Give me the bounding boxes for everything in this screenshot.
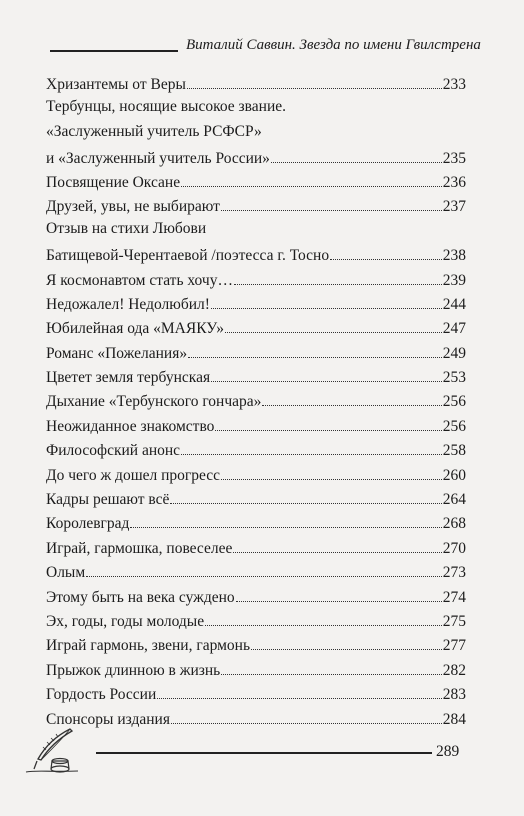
dot-leader bbox=[171, 723, 442, 724]
page-number: 289 bbox=[436, 743, 460, 760]
toc-entry-title: Романс «Пожелания» bbox=[46, 344, 188, 362]
toc-entry-page: 284 bbox=[442, 710, 466, 728]
toc-entry-title: Прыжок длинною в жизнь bbox=[46, 661, 221, 679]
toc-entry-page: 239 bbox=[442, 271, 466, 289]
toc-entry-title: Гордость России bbox=[46, 686, 157, 704]
toc-entry-page: 237 bbox=[442, 198, 466, 216]
dot-leader bbox=[234, 284, 442, 285]
dot-leader bbox=[187, 88, 442, 89]
toc-entry-page: 258 bbox=[442, 442, 466, 460]
toc-entry bbox=[46, 168, 466, 192]
dot-leader bbox=[221, 479, 442, 480]
toc-entry bbox=[46, 387, 466, 411]
dot-leader bbox=[86, 576, 442, 577]
toc-entry-title: Олым bbox=[46, 564, 86, 582]
toc-entry bbox=[46, 460, 466, 484]
toc-entry-title: Играй гармонь, звени, гармонь bbox=[46, 637, 251, 655]
dot-leader bbox=[157, 698, 442, 699]
dot-leader bbox=[221, 210, 442, 211]
toc-entry-title: Этому быть на века суждено bbox=[46, 588, 235, 606]
toc-entry bbox=[46, 241, 466, 265]
toc-entry bbox=[46, 338, 466, 362]
toc-entry bbox=[46, 216, 466, 240]
toc-entry bbox=[46, 607, 466, 631]
toc-entry bbox=[46, 119, 466, 143]
dot-leader bbox=[251, 649, 442, 650]
dot-leader bbox=[330, 259, 442, 260]
toc-entry-title: Юбилейная ода «МАЯКУ» bbox=[46, 320, 224, 338]
toc-entry bbox=[46, 411, 466, 435]
dot-leader bbox=[211, 308, 442, 309]
toc-entry-page: 260 bbox=[442, 466, 466, 484]
toc-entry-title: и «Заслуженный учитель России» bbox=[46, 149, 270, 167]
toc-entry-page: 268 bbox=[442, 515, 466, 533]
toc-entry-title: Батищевой-Черентаевой /поэтесса г. Тосно bbox=[46, 247, 330, 265]
dot-leader bbox=[233, 552, 441, 553]
toc-entry-title: Дыхание «Тербунского гончара» bbox=[46, 393, 262, 411]
dot-leader bbox=[225, 332, 442, 333]
toc-entry bbox=[46, 70, 466, 94]
toc-entry bbox=[46, 94, 466, 118]
toc-entry-page: 249 bbox=[442, 344, 466, 362]
toc-entry-page: 264 bbox=[442, 491, 466, 509]
toc-entry bbox=[46, 192, 466, 216]
toc-entry-page: 270 bbox=[442, 539, 466, 557]
dot-leader bbox=[236, 601, 442, 602]
toc-entry-page: 275 bbox=[442, 612, 466, 630]
toc-entry bbox=[46, 436, 466, 460]
toc-entry-title: Неожиданное знакомство bbox=[46, 417, 215, 435]
dot-leader bbox=[221, 674, 442, 675]
footer-rule bbox=[96, 752, 432, 754]
dot-leader bbox=[271, 162, 442, 163]
toc-entry-title: Философский анонс bbox=[46, 442, 181, 460]
toc-entry-title: Цветет земля тербунская bbox=[46, 369, 211, 387]
toc-entry bbox=[46, 314, 466, 338]
toc-entry bbox=[46, 485, 466, 509]
toc-entry-page: 256 bbox=[442, 417, 466, 435]
toc-entry bbox=[46, 631, 466, 655]
table-of-contents bbox=[46, 70, 466, 729]
toc-entry bbox=[46, 533, 466, 557]
dot-leader bbox=[181, 454, 442, 455]
toc-entry bbox=[46, 655, 466, 679]
dot-leader bbox=[130, 527, 441, 528]
toc-entry bbox=[46, 143, 466, 167]
toc-entry-title: Я космонавтом стать хочу… bbox=[46, 271, 233, 289]
toc-entry-page: 282 bbox=[442, 661, 466, 679]
toc-entry-page: 238 bbox=[442, 247, 466, 265]
toc-entry-title: Королевград bbox=[46, 515, 130, 533]
toc-entry-page: 244 bbox=[442, 295, 466, 313]
toc-entry bbox=[46, 509, 466, 533]
toc-entry-page: 253 bbox=[442, 369, 466, 387]
toc-entry-title: Друзей, увы, не выбирают bbox=[46, 198, 220, 216]
header-rule bbox=[50, 50, 178, 52]
dot-leader bbox=[205, 625, 442, 626]
toc-entry-title: Тербунцы, носящие высокое звание. bbox=[46, 98, 286, 116]
dot-leader bbox=[188, 357, 442, 358]
quill-and-inkwell-icon bbox=[24, 725, 80, 777]
toc-entry-title: «Заслуженный учитель РСФСР» bbox=[46, 122, 262, 140]
toc-entry-page: 274 bbox=[442, 588, 466, 606]
toc-entry-page: 235 bbox=[442, 149, 466, 167]
toc-entry-page: 277 bbox=[442, 637, 466, 655]
toc-entry-page: 247 bbox=[442, 320, 466, 338]
running-head: Виталий Саввин. Звезда по имени Гвилстрена bbox=[186, 37, 481, 53]
toc-entry-page: 236 bbox=[442, 173, 466, 191]
toc-entry-title: Кадры решают всё bbox=[46, 491, 170, 509]
toc-entry-title: Играй, гармошка, повеселее bbox=[46, 539, 233, 557]
toc-entry bbox=[46, 265, 466, 289]
toc-entry bbox=[46, 363, 466, 387]
dot-leader bbox=[181, 186, 442, 187]
dot-leader bbox=[215, 430, 441, 431]
dot-leader bbox=[262, 405, 441, 406]
toc-entry bbox=[46, 582, 466, 606]
toc-entry-title: Недожалел! Недолюбил! bbox=[46, 295, 210, 313]
dot-leader bbox=[170, 503, 441, 504]
toc-entry bbox=[46, 290, 466, 314]
toc-entry-title: Спонсоры издания bbox=[46, 710, 170, 728]
toc-entry-page: 233 bbox=[442, 76, 466, 94]
toc-entry bbox=[46, 680, 466, 704]
dot-leader bbox=[211, 381, 442, 382]
toc-entry bbox=[46, 704, 466, 728]
toc-entry-page: 256 bbox=[442, 393, 466, 411]
toc-entry-title: Посвящение Оксане bbox=[46, 173, 181, 191]
toc-entry-title: Отзыв на стихи Любови bbox=[46, 220, 207, 238]
toc-entry-page: 283 bbox=[442, 686, 466, 704]
toc-entry-title: Хризантемы от Веры bbox=[46, 76, 186, 94]
toc-entry-title: Эх, годы, годы молодые bbox=[46, 612, 205, 630]
toc-entry-page: 273 bbox=[442, 564, 466, 582]
toc-entry bbox=[46, 558, 466, 582]
toc-entry-title: До чего ж дошел прогресс bbox=[46, 466, 221, 484]
